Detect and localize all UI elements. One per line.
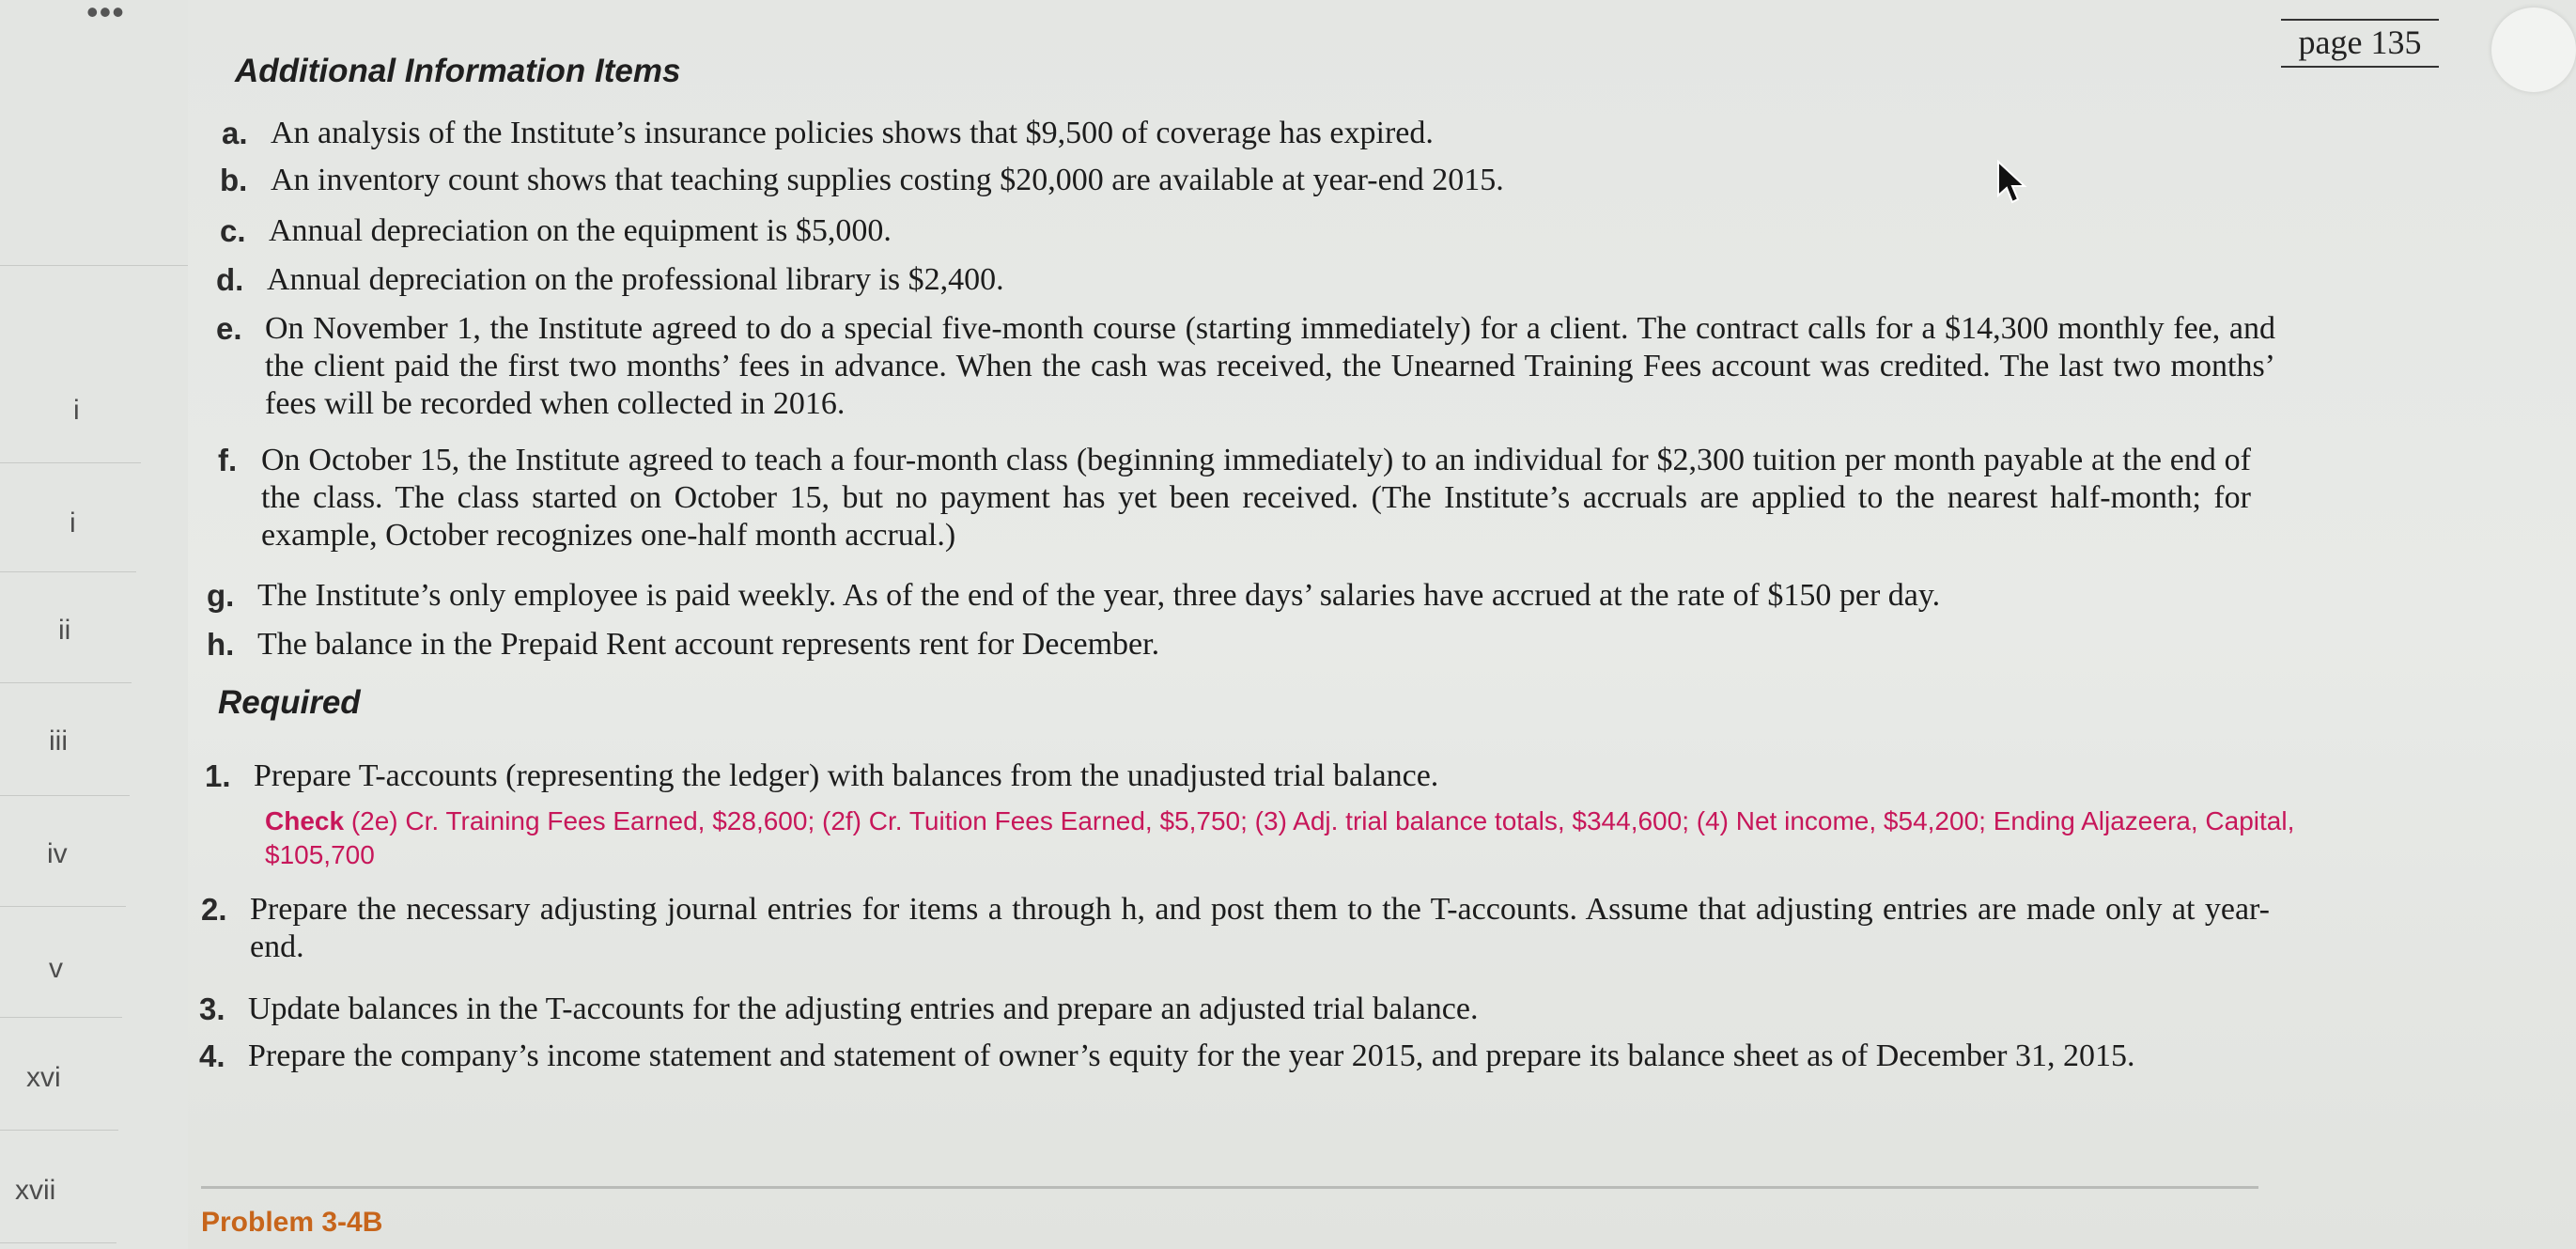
item-number: 4.	[199, 1038, 225, 1073]
required-heading: Required	[218, 684, 361, 721]
toc-divider	[0, 906, 126, 907]
list-item-g	[207, 577, 2292, 615]
item-letter: h.	[207, 627, 235, 662]
item-letter: a.	[222, 116, 248, 150]
required-item-4	[199, 1038, 2285, 1122]
additional-info-heading: Additional Information Items	[235, 53, 681, 89]
item-text: Annual depreciation on the professional library is $2,400.	[267, 262, 1004, 297]
list-item-e	[216, 310, 2302, 432]
item-letter: b.	[220, 163, 248, 197]
item-text: An inventory count shows that teaching supplies costing $20,000 are available at year-end 2015.	[271, 163, 1504, 197]
required-item-3	[199, 991, 2285, 1028]
toc-divider	[0, 265, 188, 266]
toc-divider	[0, 1017, 122, 1018]
toc-item-i[interactable]: i	[73, 395, 80, 426]
item-text: Prepare the necessary adjusting journal entries for items a through h, and post them to the T-accounts. Assume that adjusting entries are made only at year-end.	[250, 892, 2270, 964]
item-letter: d.	[216, 262, 244, 297]
page-nav-button[interactable]	[2491, 8, 2576, 92]
toc-item-v[interactable]: v	[49, 953, 63, 984]
more-options-icon[interactable]: •••	[86, 0, 125, 31]
item-letter: g.	[207, 578, 235, 613]
list-item-f	[218, 442, 2304, 564]
item-text: Prepare the company’s income statement and statement of owner’s equity for the year 2015, and prepare its balance sheet as of December 31, 2015.	[248, 1038, 2135, 1073]
list-item-b	[220, 162, 2305, 199]
toc-divider	[0, 1242, 116, 1243]
check-answers	[265, 804, 2313, 872]
item-text: The Institute’s only employee is paid weekly. As of the end of the year, three days’ salaries have accrued at the rate of $150 per day.	[257, 578, 1941, 613]
item-text: An analysis of the Institute’s insurance policies shows that $9,500 of coverage has expired.	[271, 116, 1434, 150]
item-number: 2.	[201, 892, 227, 927]
item-text: On October 15, the Institute agreed to teach a four-month class (beginning immediately) to an individual for $2,300 tuition per month payable at the end of the class. The class started on October 15, but no payment has yet been received. (The Institute’s accruals are applied to the nearest half-month; for example, October recognizes one-half month accrual.)	[261, 443, 2251, 553]
list-item-h	[207, 626, 2292, 664]
toc-item-i-2[interactable]: i	[70, 507, 76, 539]
item-text: Update balances in the T-accounts for the adjusting entries and prepare an adjusted trial balance.	[248, 991, 1479, 1026]
list-item-d	[216, 261, 2302, 299]
toc-sidebar	[0, 0, 188, 1249]
page-number: page 135	[2281, 19, 2439, 68]
item-text: Annual depreciation on the equipment is $5,000.	[269, 213, 892, 248]
item-letter: f.	[218, 443, 238, 477]
page-content	[188, 0, 2422, 1249]
toc-divider	[0, 462, 141, 463]
required-item-1	[205, 757, 2290, 795]
item-number: 1.	[205, 758, 231, 793]
check-text: (2e) Cr. Training Fees Earned, $28,600; (2f) Cr. Tuition Fees Earned, $5,750; (3) Adj. trial balance totals, $344,600; (4) Net income, $54,200; Ending Aljazeera, Capital, $105,700	[265, 806, 2295, 869]
item-text: On November 1, the Institute agreed to do a special five-month course (starting immediately) for a client. The contract calls for a $14,300 monthly fee, and the client paid the first two months’ fees in advance. When the cash was received, the Unearned Training Fees account was credited. The last two months’ fees will be recorded when collected in 2016.	[265, 311, 2275, 421]
toc-divider	[0, 1130, 118, 1131]
toc-item-iv[interactable]: iv	[47, 838, 68, 869]
item-number: 3.	[199, 991, 225, 1026]
toc-item-ii[interactable]: ii	[58, 615, 71, 646]
toc-item-xvii[interactable]: xvii	[15, 1175, 56, 1206]
item-text: The balance in the Prepaid Rent account represents rent for December.	[257, 627, 1160, 662]
next-problem-heading[interactable]: Problem 3-4B	[201, 1207, 383, 1238]
item-letter: e.	[216, 311, 242, 346]
toc-divider	[0, 571, 136, 572]
toc-item-iii[interactable]: iii	[49, 726, 68, 757]
toc-divider	[0, 795, 130, 796]
list-item-a	[222, 115, 2307, 152]
check-label: Check	[265, 806, 345, 835]
mouse-cursor-icon	[1996, 160, 2028, 205]
item-text: Prepare T-accounts (representing the ledger) with balances from the unadjusted trial balance.	[254, 758, 1439, 793]
toc-item-xvi[interactable]: xvi	[26, 1062, 61, 1093]
required-item-2	[201, 891, 2287, 976]
item-letter: c.	[220, 213, 246, 248]
toc-divider	[0, 682, 132, 683]
section-divider	[201, 1186, 2258, 1189]
list-item-c	[220, 212, 2305, 250]
